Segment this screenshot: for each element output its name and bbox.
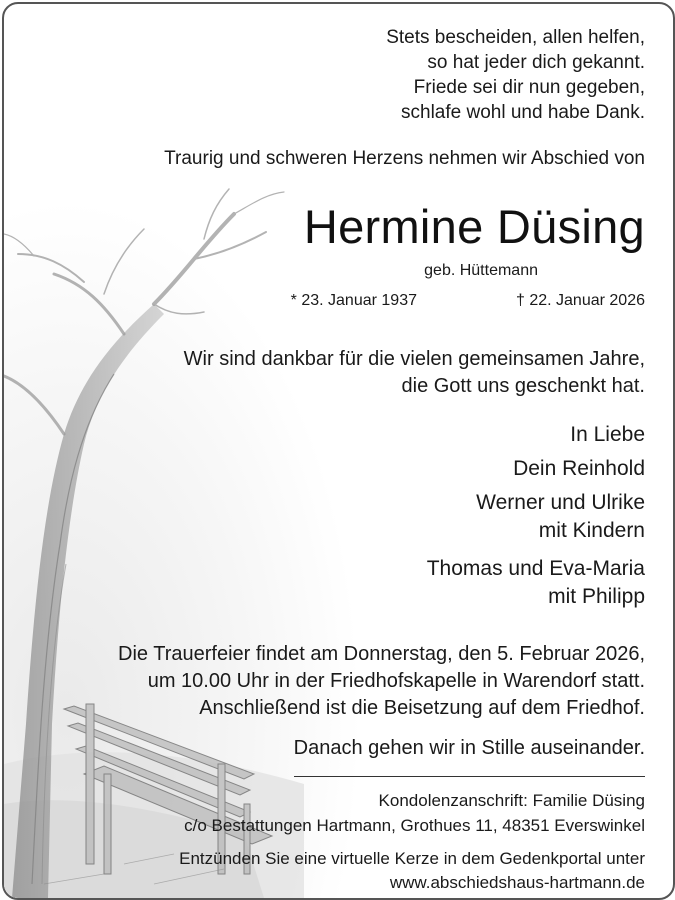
gratitude-line: Wir sind dankbar für die vielen gemeinsamen Jahre, [183, 348, 645, 370]
deceased-name: Hermine Düsing [303, 200, 645, 253]
contact-address: c/o Bestattungen Hartmann, Grothues 11, 48351 Everswinkel [184, 816, 645, 835]
mourner-family: Werner und Ulrike [476, 491, 645, 514]
gratitude-line: die Gott uns geschenkt hat. [401, 375, 645, 397]
parting-text: Danach gehen wir in Stille auseinander. [293, 737, 645, 759]
portal-url[interactable]: www.abschiedshaus-hartmann.de [389, 873, 645, 892]
mourner-spouse: Dein Reinhold [513, 457, 645, 480]
poem-line: schlafe wohl und habe Dank. [401, 102, 645, 123]
portal-text: Entzünden Sie eine virtuelle Kerze in dem Gedenkportal unter [179, 849, 645, 868]
death-date: † 22. Januar 2026 [516, 292, 645, 309]
closing-greeting: In Liebe [570, 423, 645, 446]
intro-text: Traurig und schweren Herzens nehmen wir Abschied von [164, 148, 645, 169]
birth-date: * 23. Januar 1937 [290, 292, 417, 309]
mourner-family-sub: mit Kindern [538, 519, 645, 542]
mourner-family: Thomas und Eva-Maria [426, 557, 645, 580]
poem-line: Stets bescheiden, allen helfen, [386, 27, 645, 48]
divider-line [294, 776, 645, 777]
service-line: Anschließend ist die Beisetzung auf dem Friedhof. [199, 697, 645, 719]
service-line: um 10.00 Uhr in der Friedhofskapelle in Warendorf statt. [147, 670, 645, 692]
obituary-text [4, 4, 673, 898]
service-line: Die Trauerfeier findet am Donnerstag, den 5. Februar 2026, [118, 643, 645, 665]
maiden-name: geb. Hüttemann [424, 262, 538, 279]
contact-line: Kondolenzanschrift: Familie Düsing [378, 791, 645, 810]
obituary-card [2, 2, 675, 900]
poem-line: Friede sei dir nun gegeben, [413, 77, 645, 98]
poem-line: so hat jeder dich gekannt. [427, 52, 645, 73]
mourner-family-sub: mit Philipp [548, 585, 645, 608]
